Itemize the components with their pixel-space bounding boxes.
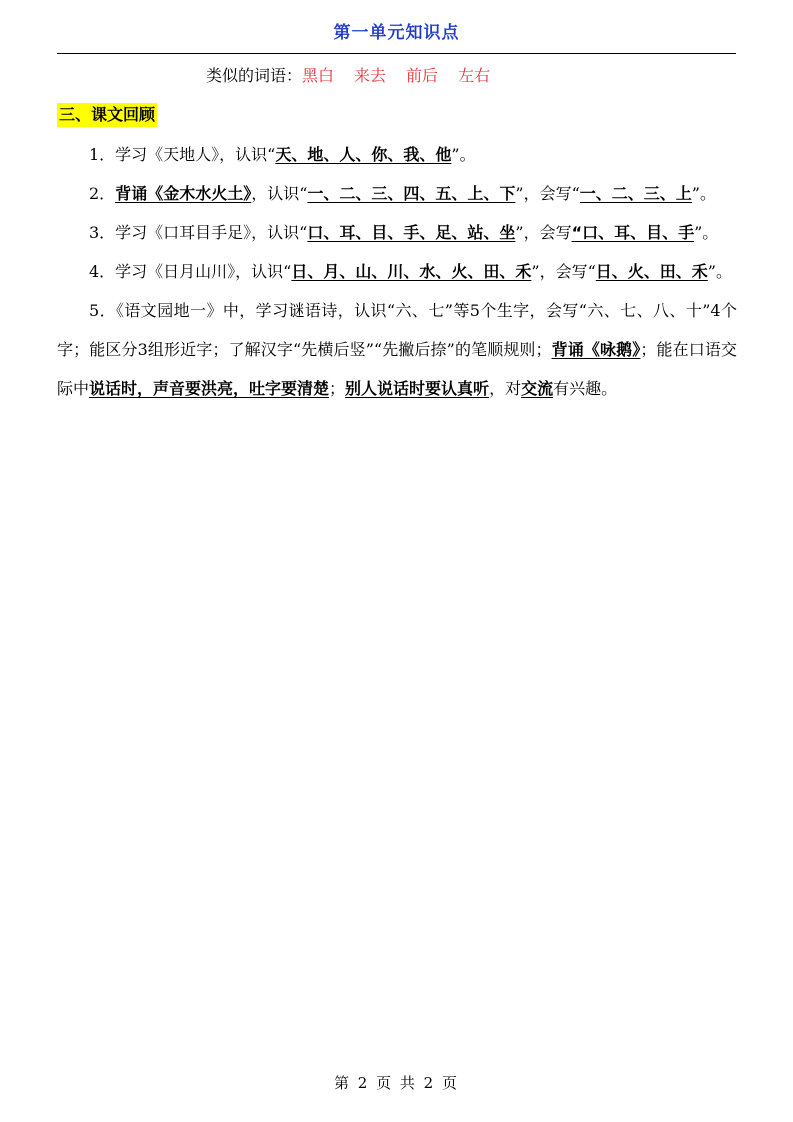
- review-item-4: [57, 252, 737, 291]
- item-text: ；: [329, 379, 346, 398]
- review-item-2: [57, 174, 737, 213]
- item-text: ”，会写“: [531, 262, 596, 281]
- recite-text: 背诵《金木水火土》: [115, 184, 252, 203]
- item-text: ，对: [489, 379, 522, 398]
- item-number: 2．: [89, 184, 116, 203]
- section-heading: 三、课文回顾: [57, 103, 157, 127]
- listening-requirement: 别人说话时要认真听: [345, 379, 490, 398]
- item-text: 5．《语文园地一》中，学习谜语诗，认识“六、七”等5个生字，会写“六、七、八、十”4个字；能区分3组形近字；了解汉字“先横后竖”“先撇后捺”的笔顺规则；: [57, 301, 737, 359]
- item-text: ”，会写: [515, 223, 572, 242]
- writing-characters: “口、耳、目、手: [571, 223, 695, 242]
- similar-word: 来去: [354, 66, 387, 85]
- similar-word: 前后: [406, 66, 439, 85]
- item-text: ”。: [707, 262, 732, 281]
- item-text: 有兴趣。: [553, 379, 618, 398]
- similar-word: 左右: [458, 66, 491, 85]
- item-text: ，认识“: [251, 184, 308, 203]
- exchange-keyword: 交流: [521, 379, 554, 398]
- similar-word: 黑白: [302, 66, 335, 85]
- recognized-characters: 日、月、山、川、水、火、田、禾: [291, 262, 532, 281]
- similar-words-label: 类似的词语：: [206, 66, 303, 85]
- page-footer: 第 2 页 共 2 页: [334, 1074, 459, 1092]
- review-item-1: [57, 135, 737, 174]
- review-item-3: [57, 213, 737, 252]
- item-text: ”。: [694, 223, 719, 242]
- review-content: [57, 135, 737, 408]
- writing-characters: 一、二、三、上: [579, 184, 692, 203]
- writing-characters: 日、火、田、禾: [595, 262, 708, 281]
- recognized-characters: 一、二、三、四、五、上、下: [307, 184, 516, 203]
- recite-text: 背诵《咏鹅》: [551, 340, 641, 359]
- similar-words-line: [206, 64, 510, 88]
- item-text: ”。: [451, 145, 476, 164]
- header-divider: [57, 53, 736, 54]
- recognized-characters: 口、耳、目、手、足、站、坐: [307, 223, 516, 242]
- speaking-requirement: 说话时，声音要洪亮，吐字要清楚: [89, 379, 330, 398]
- item-text: ；能在口语交际中: [57, 340, 737, 398]
- review-item-5: [57, 291, 737, 408]
- item-text: 3．学习《口耳目手足》，认识“: [89, 223, 308, 242]
- item-text: 1．学习《天地人》，认识“: [89, 145, 276, 164]
- item-text: ”，会写“: [515, 184, 580, 203]
- item-text: 4．学习《日月山川》，认识“: [89, 262, 292, 281]
- page-title: 第一单元知识点: [333, 23, 460, 43]
- item-text: ”。: [691, 184, 716, 203]
- recognized-characters: 天、地、人、你、我、他: [275, 145, 452, 164]
